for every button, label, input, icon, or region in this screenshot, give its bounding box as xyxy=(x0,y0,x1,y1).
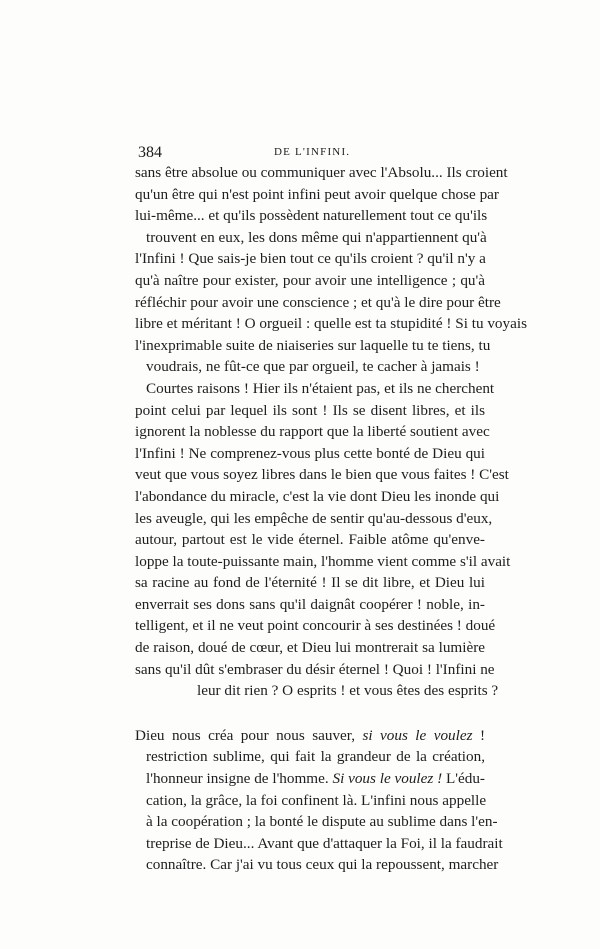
text-line: connaître. Car j'ai vu tous ceux qui la repoussent, marcher xyxy=(146,856,499,874)
text-line: leur dit rien ? O esprits ! et vous êtes des esprits ? xyxy=(197,682,499,700)
text-run: l'honneur insigne de l'homme. xyxy=(146,770,333,788)
text-line: l'Infini ! Que sais-je bien tout ce qu'ils croient ? qu'il n'y a xyxy=(135,250,486,268)
text-line: voudrais, ne fût-ce que par orgueil, te cacher à jamais ! xyxy=(146,358,480,376)
text-line: libre et méritant ! O orgueil : quelle est ta stupidité ! Si tu voyais xyxy=(135,315,527,333)
page-number: 384 xyxy=(138,144,162,161)
text-line: ignorent la noblesse du rapport que la liberté soutient avec xyxy=(135,423,490,441)
text-line: l'Infini ! Ne comprenez-vous plus cette bonté de Dieu qui xyxy=(135,444,485,462)
text-line: enverrait ses dons sans qu'il daignât coopérer ! noble, in- xyxy=(135,595,485,613)
text-line: autour, partout est le vide éternel. Faible atôme qu'enve- xyxy=(135,531,485,549)
text-line: l'inexprimable suite de niaiseries sur laquelle tu te tiens, tu xyxy=(135,336,491,354)
body-text xyxy=(135,162,527,876)
paragraph-2 xyxy=(135,378,511,702)
running-head: DE L'INFINI. xyxy=(274,146,351,158)
text-line: réfléchir pour avoir une conscience ; et qu'à le dire pour être xyxy=(135,293,501,311)
paragraph-3 xyxy=(135,725,503,876)
text-line: cation, la grâce, la foi confinent là. L'infini nous appelle xyxy=(146,791,487,809)
page-header xyxy=(138,144,485,164)
text-line: qu'à naître pour exister, pour avoir une intelligence ; qu'à xyxy=(135,271,485,289)
text-run: Dieu nous créa pour nous sauver, xyxy=(135,726,363,744)
text-line: restriction sublime, qui fait la grandeur de la création, xyxy=(146,748,485,766)
text-line: telligent, et il ne veut point concourir à ses destinées ! doué xyxy=(135,617,496,635)
italic-text: Si vous le voulez ! xyxy=(332,770,443,788)
text-line: Courtes raisons ! Hier ils n'étaient pas, et ils ne cherchent xyxy=(146,379,495,397)
text-run: L'édu- xyxy=(442,770,485,788)
text-line xyxy=(135,768,485,790)
text-run: ! xyxy=(472,726,486,744)
text-line: qu'un être qui n'est point infini peut avoir quelque chose par xyxy=(135,185,499,203)
paragraph-1 xyxy=(135,162,527,378)
text-line: veut que vous soyez libres dans le bien que vous faites ! C'est xyxy=(135,466,509,484)
text-line: sa racine au fond de l'éternité ! Il se dit libre, et Dieu lui xyxy=(135,574,485,592)
text-line: trouvent en eux, les dons même qui n'appartiennent qu'à xyxy=(146,228,487,246)
text-line: sans qu'il dût s'embraser du désir éternel ! Quoi ! l'Infini ne xyxy=(135,660,495,678)
text-line: de raison, doué de cœur, et Dieu lui montrerait sa lumière xyxy=(135,639,485,657)
text-line: lui-même... et qu'ils possèdent naturellement tout ce qu'ils xyxy=(135,207,488,225)
text-line: point celui par lequel ils sont ! Ils se disent libres, et ils xyxy=(135,401,485,419)
text-line: loppe la toute-puissante main, l'homme vient comme s'il avait xyxy=(135,552,511,570)
paragraph-gap xyxy=(135,702,485,725)
text-line: treprise de Dieu... Avant que d'attaquer la Foi, il la faudrait xyxy=(146,834,503,852)
text-line: les aveugle, qui les empêche de sentir qu'au-dessous d'eux, xyxy=(135,509,493,527)
text-line: l'abondance du miracle, c'est la vie dont Dieu les inonde qui xyxy=(135,487,500,505)
text-line: à la coopération ; la bonté le dispute au sublime dans l'en- xyxy=(146,813,498,831)
text-line xyxy=(135,725,485,747)
text-line: sans être absolue ou communiquer avec l'Absolu... Ils croient xyxy=(135,164,508,181)
italic-text: si vous le voulez xyxy=(362,726,473,744)
